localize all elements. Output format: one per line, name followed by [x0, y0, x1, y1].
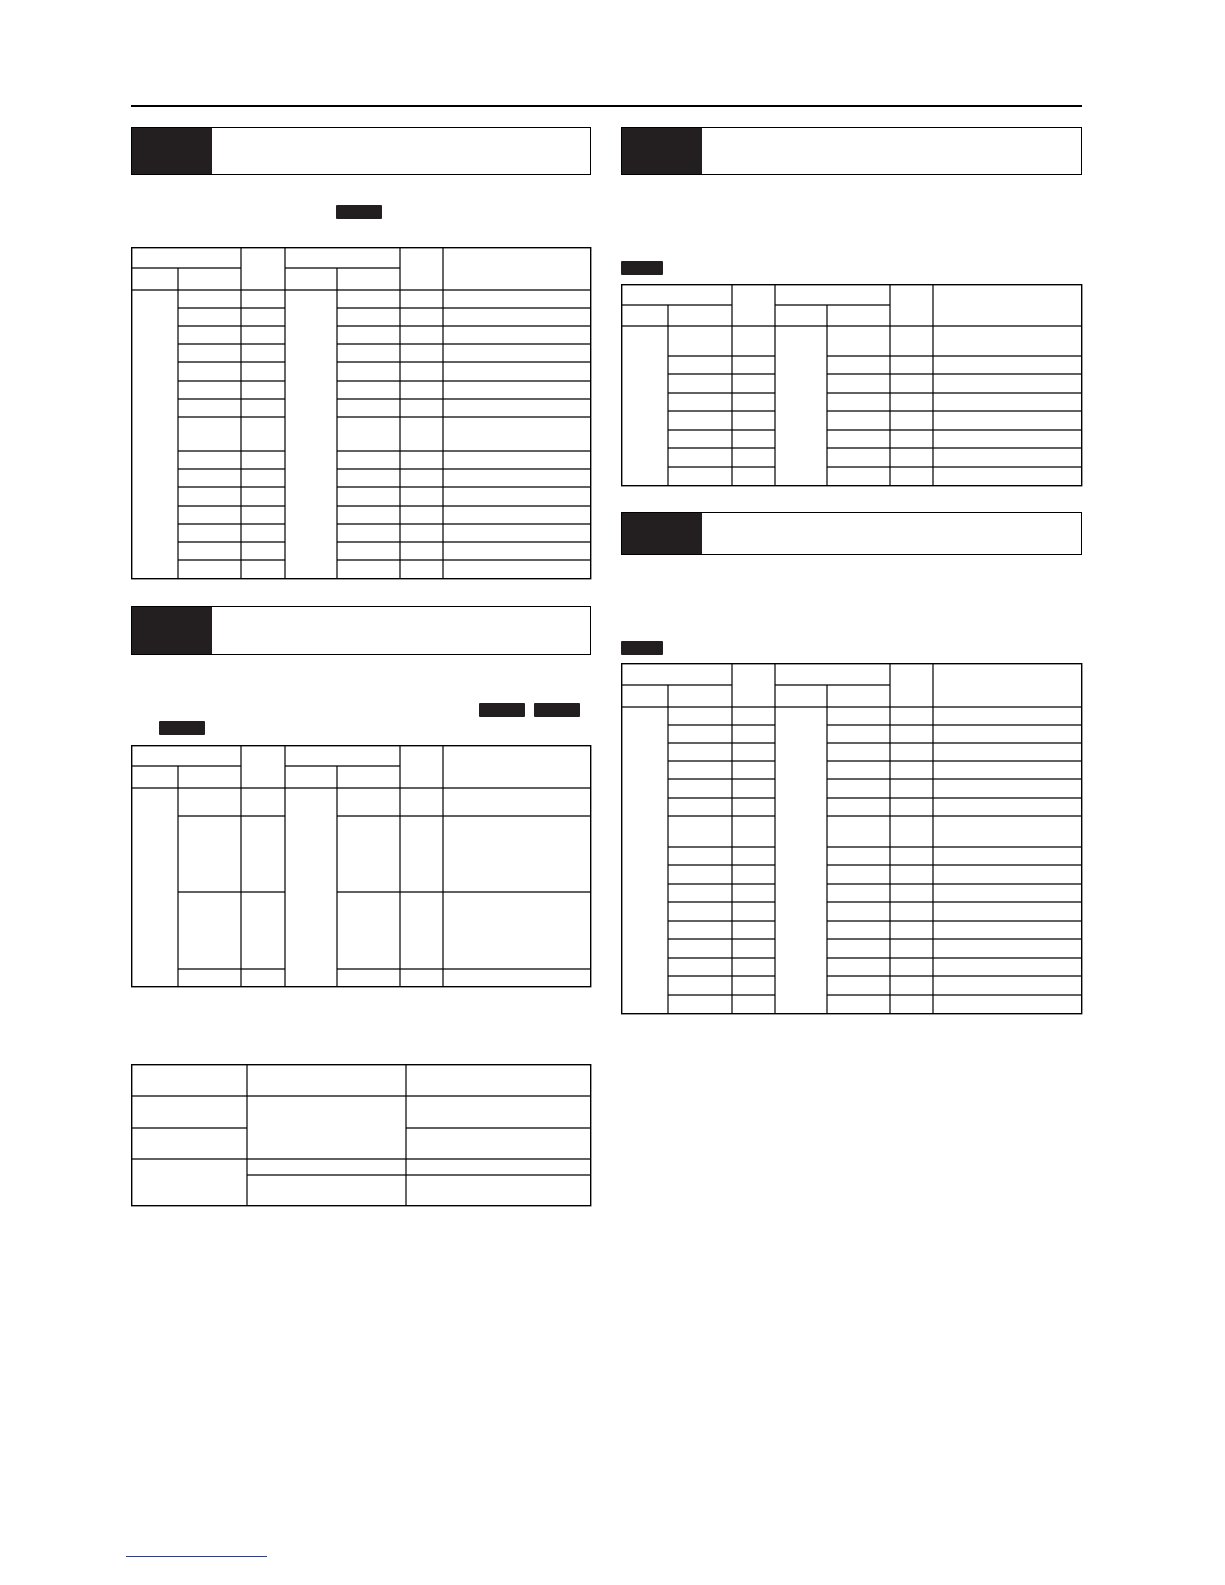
inline-marker	[336, 205, 382, 219]
table-b	[131, 745, 592, 988]
table-e	[621, 663, 1083, 1015]
top-rule	[131, 105, 1082, 107]
section-tag	[132, 607, 212, 654]
section-header-left-2	[131, 606, 591, 655]
inline-marker	[621, 261, 663, 275]
section-header-right-2	[621, 512, 1082, 555]
section-header-left-1	[131, 127, 591, 175]
section-header-right-1	[621, 127, 1082, 175]
section-tag	[132, 128, 212, 174]
table-d	[621, 284, 1083, 487]
section-tag	[622, 513, 702, 554]
inline-marker	[621, 641, 663, 655]
table-a	[131, 247, 592, 580]
inline-marker	[534, 703, 580, 717]
footer-link[interactable]	[126, 1556, 267, 1557]
section-tag	[622, 128, 702, 174]
inline-marker	[479, 703, 525, 717]
table-c	[131, 1064, 592, 1207]
inline-marker	[159, 721, 205, 735]
